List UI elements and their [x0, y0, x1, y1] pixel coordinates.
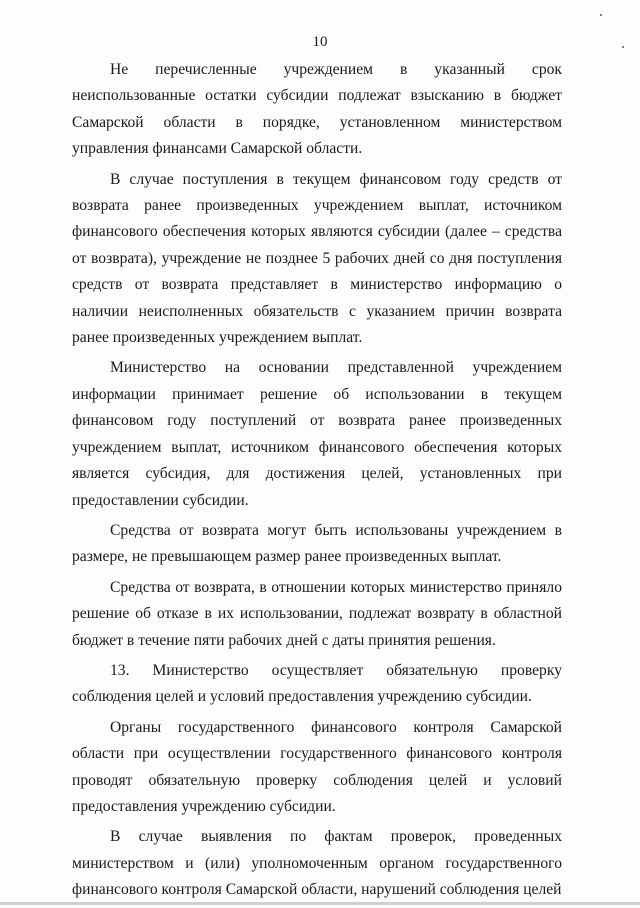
paragraph-refund-receipts: В случае поступления в текущем финансовом году средств от возврата ранее произведенных учреждением выплат, источником финансового обеспечения которых являются субсидии (далее – средства от возврата), учреждение не позднее 5 рабочих дней со дня поступления средств от возврата представляет в министерство информацию о наличии неисполненных обязательств с указанием причин возврата ранее произведенных учреждением выплат.	[72, 170, 562, 347]
paragraph-item-13: 13. Министерство осуществляет обязательную проверку соблюдения целей и условий предоставления учреждению субсидии.	[72, 661, 562, 706]
paragraph-control-bodies: Органы государственного финансового контроля Самарской области при осуществлении государственного финансового контроля проводят обязательную проверку соблюдения целей и условий предоставления учреждению субсидии.	[72, 718, 562, 815]
paragraph-refusal-return: Средства от возврата, в отношении которых министерство приняло решение об отказе в их использовании, подлежат возврату в областной бюджет в течение пяти рабочих дней с даты принятия решения.	[72, 578, 562, 649]
paragraph-unused-balances: Не перечисленные учреждением в указанный срок неиспользованные остатки субсидии подлежат взысканию в бюджет Самарской области в порядке, установленном министерством управления финансами Самарской области.	[72, 61, 562, 158]
paragraph-refund-usage: Средства от возврата могут быть использованы учреждением в размере, не превышающем размер ранее произведенных выплат.	[72, 521, 562, 566]
document-body	[72, 57, 562, 908]
paragraph-ministry-decision: Министерство на основании представленной учреждением информации принимает решение об использовании в текущем финансовом году поступлений от возврата ранее произведенных учреждением выплат, источником финансового обеспечения которых является субсидия, для достижения целей, установленных при предоставлении субсидии.	[72, 359, 562, 509]
scan-speck	[622, 46, 624, 48]
scan-speck	[600, 14, 602, 16]
page-number: 10	[312, 34, 328, 50]
paragraph-violations: В случае выявления по фактам проверок, проведенных министерством и (или) уполномоченным органом государственного финансового контроля Самарской области, нарушений соблюдения целей	[72, 828, 562, 899]
